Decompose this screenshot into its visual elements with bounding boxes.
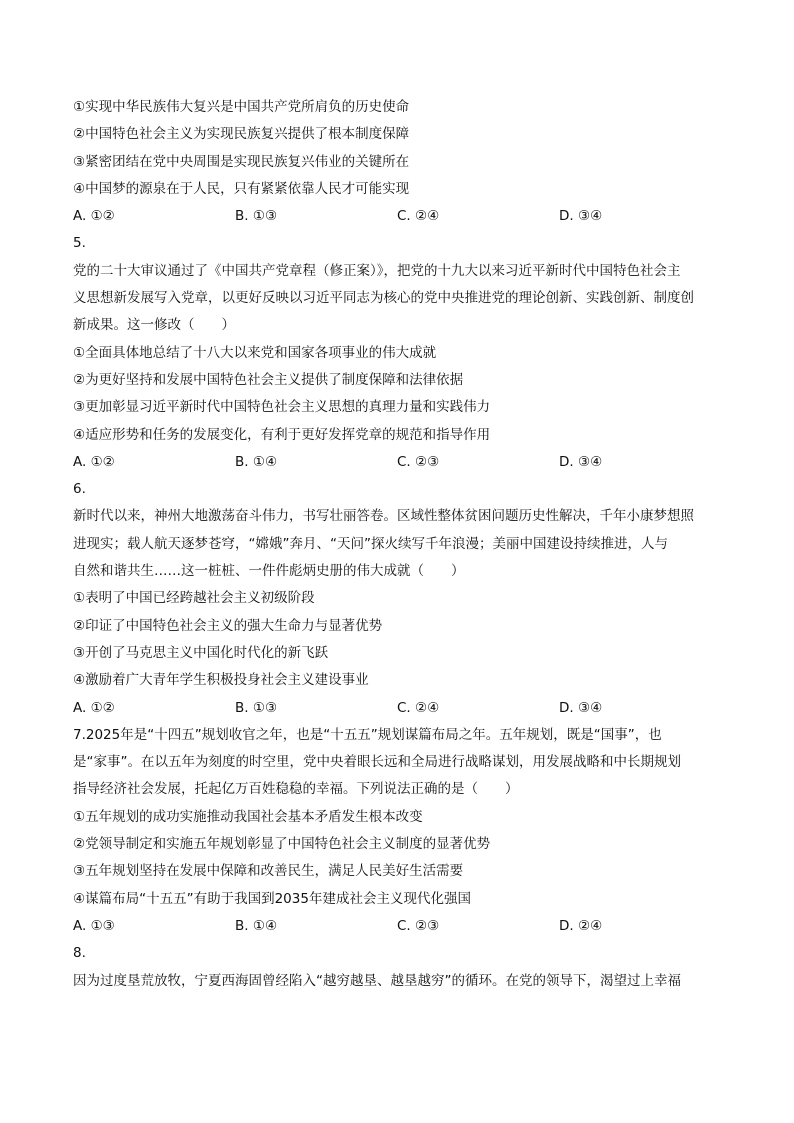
q4-option-d: D. ③④ xyxy=(559,208,603,225)
q6-item-1: ①表明了中国已经跨越社会主义初级阶段 xyxy=(73,590,315,607)
q6-number: 6. xyxy=(73,481,86,498)
q4-item-2: ②中国特色社会主义为实现民族复兴提供了根本制度保障 xyxy=(73,126,410,143)
q6-option-b: B. ①③ xyxy=(235,699,278,716)
q5-item-3: ③更加彰显习近平新时代中国特色社会主义思想的真理力量和实践伟力 xyxy=(73,399,491,416)
q7-option-c: C. ②③ xyxy=(397,917,440,934)
q5-stem-line-2: 义思想新发展写入党章，以更好反映以习近平同志为核心的党中央推进党的理论创新、实践创新、制度创 xyxy=(73,290,694,307)
q7-stem-line-1: 7.2025年是“十四五”规划收官之年，也是“十五五”规划谋篇布局之年。五年规划，既是“国事”，也 xyxy=(73,726,662,743)
q7-stem-line-2: 是“家事”。在以五年为刻度的时空里，党中央着眼长远和全局进行战略谋划，用发展战略和中长期规划 xyxy=(73,754,681,771)
q4-option-c: C. ②④ xyxy=(397,208,440,225)
q6-stem-line-2: 进现实；载人航天逐梦苍穹，“嫦娥”奔月、“天问”探火续写千年浪漫；美丽中国建设持续推进，人与 xyxy=(73,535,668,552)
q5-stem-line-3: 新成果。这一修改（ ） xyxy=(73,317,235,334)
question-5 xyxy=(73,230,718,476)
q8-number: 8. xyxy=(73,945,86,962)
q5-option-b: B. ①④ xyxy=(235,453,278,470)
q7-item-3: ③五年规划坚持在发展中保障和改善民生，满足人民美好生活需要 xyxy=(73,863,464,880)
q5-item-4: ④适应形势和任务的发展变化，有利于更好发挥党章的规范和指导作用 xyxy=(73,426,491,443)
q4-option-b: B. ①③ xyxy=(235,208,278,225)
q6-stem-line-1: 新时代以来，神州大地激荡奋斗伟力，书写壮丽答卷。区域性整体贫困问题历史性解决，千年小康梦想照 xyxy=(73,508,694,525)
q5-option-d: D. ③④ xyxy=(559,453,603,470)
q4-option-a: A. ①② xyxy=(73,208,115,225)
question-4 xyxy=(73,94,718,230)
q6-option-a: A. ①② xyxy=(73,699,115,716)
q7-item-4: ④谋篇布局“十五五”有助于我国到2035年建成社会主义现代化强国 xyxy=(73,890,471,907)
q7-stem-line-3: 指导经济社会发展，托起亿万百姓稳稳的幸福。下列说法正确的是（ ） xyxy=(73,781,519,798)
q4-options xyxy=(73,203,718,230)
question-8 xyxy=(73,940,718,995)
q7-option-a: A. ①③ xyxy=(73,917,115,934)
q6-item-2: ②印证了中国特色社会主义的强大生命力与显著优势 xyxy=(73,617,383,634)
question-6 xyxy=(73,476,718,722)
q7-options xyxy=(73,913,718,940)
q7-option-b: B. ①④ xyxy=(235,917,278,934)
q5-stem-line-1: 党的二十大审议通过了《中国共产党章程（修正案）》，把党的十九大以来习近平新时代中国特色社会主 xyxy=(73,262,681,279)
q6-option-c: C. ②④ xyxy=(397,699,440,716)
q6-item-3: ③开创了马克思主义中国化时代化的新飞跃 xyxy=(73,644,329,661)
q5-item-1: ①全面具体地总结了十八大以来党和国家各项事业的伟大成就 xyxy=(73,344,437,361)
q7-item-1: ①五年规划的成功实施推动我国社会基本矛盾发生根本改变 xyxy=(73,808,423,825)
q5-options xyxy=(73,449,718,476)
q5-option-a: A. ①② xyxy=(73,453,115,470)
question-7 xyxy=(73,722,718,940)
q6-item-4: ④激励着广大青年学生积极投身社会主义建设事业 xyxy=(73,672,369,689)
q4-item-1: ①实现中华民族伟大复兴是中国共产党所肩负的历史使命 xyxy=(73,99,410,115)
q5-number: 5. xyxy=(73,235,86,252)
q7-item-2: ②党领导制定和实施五年规划彰显了中国特色社会主义制度的显著优势 xyxy=(73,836,491,853)
q6-options xyxy=(73,695,718,722)
q5-item-2: ②为更好坚持和发展中国特色社会主义提供了制度保障和法律依据 xyxy=(73,371,464,388)
q7-option-d: D. ②④ xyxy=(559,917,603,934)
q6-option-d: D. ③④ xyxy=(559,699,603,716)
q4-item-4: ④中国梦的源泉在于人民，只有紧紧依靠人民才可能实现 xyxy=(73,180,410,197)
q5-option-c: C. ②③ xyxy=(397,453,440,470)
q6-stem-line-3: 自然和谐共生……这一桩桩、一件件彪炳史册的伟大成就（ ） xyxy=(73,563,465,580)
q8-stem-line-1: 因为过度垦荒放牧，宁夏西海固曾经陷入“越穷越垦、越垦越穷”的循环。在党的领导下，渴望过上幸福 xyxy=(73,972,681,989)
q4-item-3: ③紧密团结在党中央周围是实现民族复兴伟业的关键所在 xyxy=(73,153,410,170)
